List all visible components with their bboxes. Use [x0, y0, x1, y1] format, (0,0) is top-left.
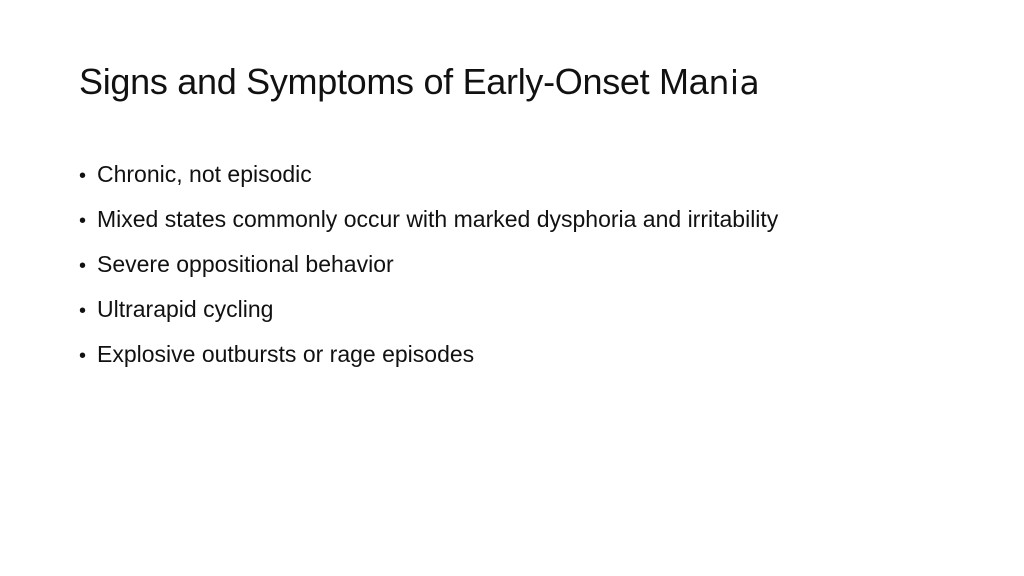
slide-title-tail: nia	[708, 63, 761, 102]
list-item	[79, 288, 979, 333]
list-item	[79, 243, 979, 288]
bullet-text: Mixed states commonly occur with marked dysphoria and irritability	[97, 206, 779, 232]
bullet-icon: •	[79, 345, 87, 367]
bullet-icon: •	[79, 255, 87, 277]
bullet-list	[79, 153, 979, 378]
bullet-icon: •	[79, 300, 87, 322]
slide-title-main: Signs and Symptoms of Early-Onset Ma	[79, 61, 709, 102]
bullet-icon: •	[79, 210, 87, 232]
bullet-text: Chronic, not episodic	[97, 161, 312, 187]
bullet-text: Ultrarapid cycling	[97, 296, 274, 322]
bullet-icon: •	[79, 165, 87, 187]
list-item	[79, 153, 979, 198]
bullet-text: Severe oppositional behavior	[97, 251, 394, 277]
list-item	[79, 198, 979, 243]
slide-title	[79, 60, 760, 103]
list-item	[79, 333, 979, 378]
bullet-text: Explosive outbursts or rage episodes	[97, 341, 475, 367]
